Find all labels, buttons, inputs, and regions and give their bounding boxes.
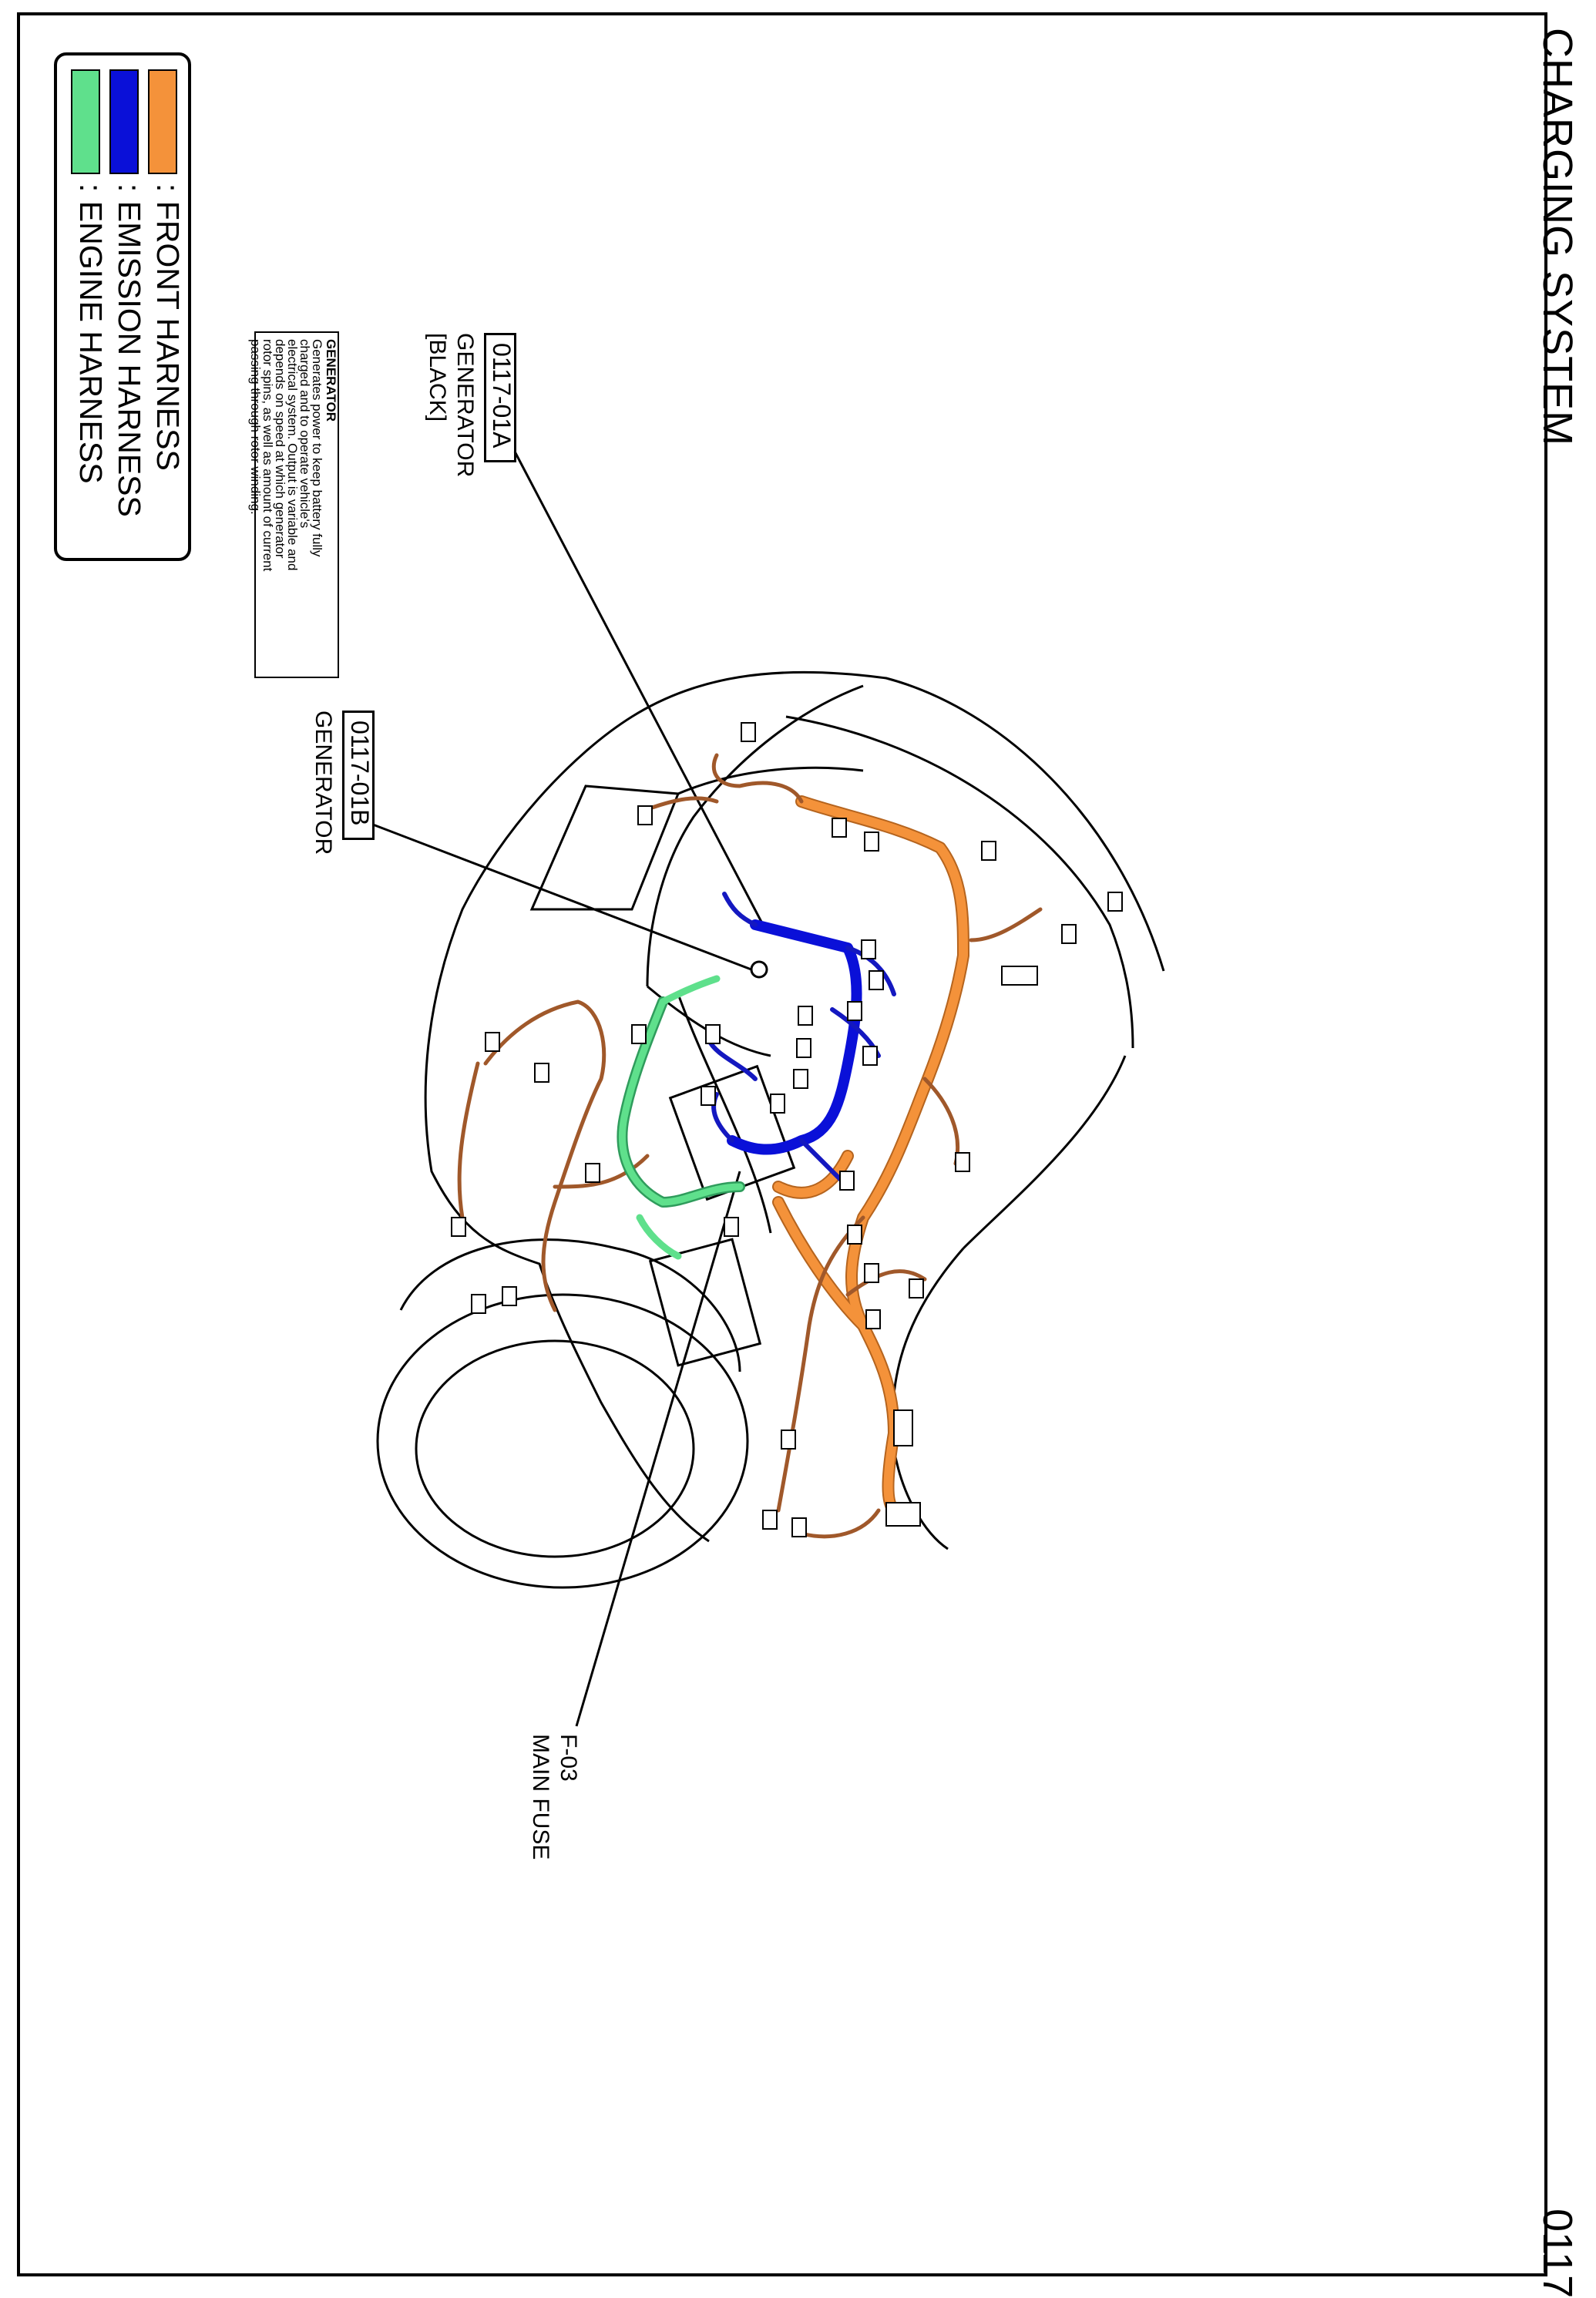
page-title: CHARGING SYSTEM — [1534, 28, 1581, 447]
callout-code-generator-a: 0117-01A — [484, 333, 516, 462]
leader-line-main-fuse — [576, 1171, 740, 1726]
connector — [771, 1094, 785, 1113]
description-line: depends on speed at which generator — [273, 339, 287, 559]
description-heading: GENERATOR — [324, 339, 338, 422]
callout-name-main-fuse: MAIN FUSE — [528, 1734, 553, 1860]
connector — [1002, 966, 1037, 985]
generator-marker — [751, 962, 767, 977]
connector — [886, 1503, 920, 1526]
connector — [909, 1279, 923, 1298]
connector — [956, 1153, 969, 1171]
connector — [894, 1410, 912, 1446]
callout-code-generator-b: 0117-01B — [342, 711, 375, 840]
description-line: Generates power to keep battery fully — [310, 339, 324, 557]
legend-label-engine-harness: : ENGINE HARNESS — [73, 183, 109, 484]
connector — [535, 1063, 549, 1082]
connector — [840, 1171, 854, 1190]
connector — [865, 832, 879, 851]
callout-name-generator-b: GENERATOR — [311, 711, 336, 855]
connector — [848, 1002, 862, 1020]
connector — [486, 1033, 499, 1051]
connector — [632, 1025, 646, 1043]
connector — [701, 1087, 715, 1105]
connector — [848, 1225, 862, 1244]
connector — [798, 1006, 812, 1025]
connector — [1108, 892, 1122, 911]
connector — [741, 723, 755, 741]
connector — [865, 1264, 879, 1282]
connector — [472, 1295, 486, 1313]
connector — [781, 1430, 795, 1449]
connector — [869, 971, 883, 989]
connector — [792, 1518, 806, 1537]
callout-code-main-fuse: F-03 — [556, 1734, 581, 1782]
connector — [502, 1287, 516, 1305]
leader-line-generator-b — [373, 825, 755, 971]
connector — [638, 806, 652, 825]
connector — [724, 1218, 738, 1236]
battery — [670, 1067, 795, 1200]
connector — [862, 940, 875, 959]
description-line: charged and to operate vehicle's — [297, 339, 312, 529]
connector — [586, 1164, 600, 1182]
wheel-inner — [416, 1341, 694, 1557]
connector — [866, 1310, 880, 1329]
connector — [1062, 925, 1076, 943]
callout-name-generator-a: GENERATOR — [452, 333, 478, 478]
legend-label-front-harness: : FRONT HARNESS — [150, 183, 186, 471]
connector — [794, 1070, 808, 1088]
legend-label-emission-harness: : EMISSION HARNESS — [112, 183, 147, 517]
wheel-outer — [378, 1295, 748, 1587]
connector — [452, 1218, 465, 1236]
connector — [763, 1510, 777, 1529]
connector — [863, 1047, 877, 1065]
page-number: 0117 — [1534, 2209, 1581, 2298]
connector — [832, 818, 846, 837]
description-line: electrical system. Output is variable and — [285, 339, 300, 571]
connector — [706, 1025, 720, 1043]
connector — [982, 842, 996, 860]
description-line: rotor spins, as well as amount of current — [260, 339, 275, 572]
a-pillar — [678, 768, 863, 794]
description-line: passing through rotor winding. — [248, 339, 263, 515]
connector — [797, 1039, 811, 1057]
callout-note-generator-a: [BLACK] — [425, 333, 450, 422]
wheel-arch — [401, 1240, 740, 1372]
front-edge — [963, 1056, 1125, 1248]
leader-line-generator-a — [515, 452, 763, 925]
